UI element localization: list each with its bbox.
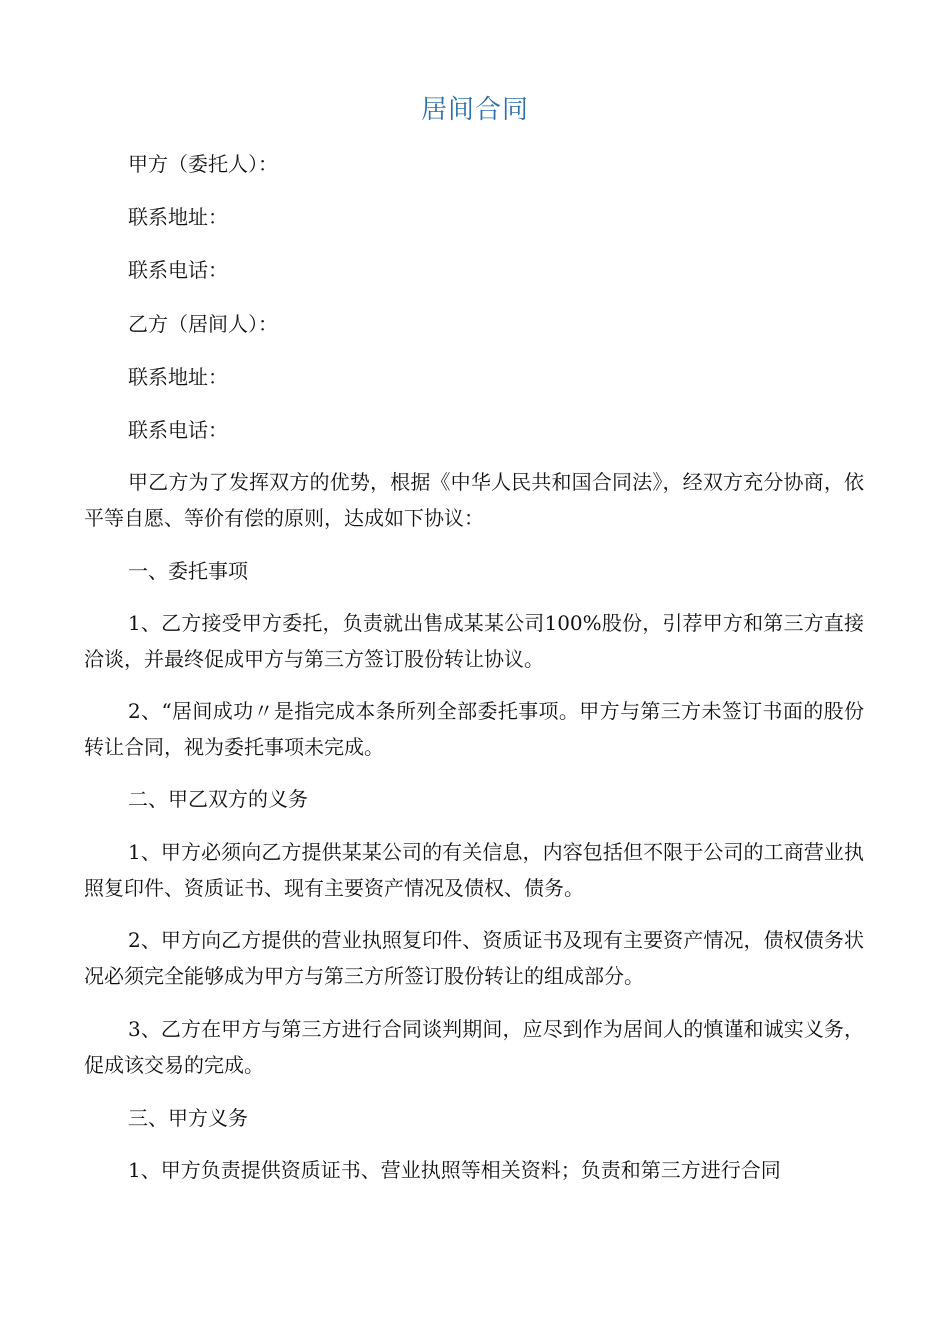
clause-1-2: 2、“居间成功〃是指完成本条所列全部委托事项。甲方与第三方未签订书面的股份转让合同，视为委托事项未完成。: [84, 699, 864, 759]
section-heading-1: 一、委托事项: [128, 559, 248, 583]
party-b-phone: 联系电话：: [128, 418, 228, 442]
party-a-address: 联系地址：: [128, 205, 228, 229]
section-heading-3: 三、甲方义务: [128, 1106, 248, 1130]
party-b-address: 联系地址：: [128, 365, 228, 389]
preamble-paragraph: 甲乙方为了发挥双方的优势，根据《中华人民共和国合同法》，经双方充分协商，依平等自愿、等价有偿的原则，达成如下协议：: [84, 470, 864, 530]
clause-2-2: 2、甲方向乙方提供的营业执照复印件、资质证书及现有主要资产情况，债权债务状况必须完全能够成为甲方与第三方所签订股份转让的组成部分。: [84, 928, 864, 988]
clause-2-1: 1、甲方必须向乙方提供某某公司的有关信息，内容包括但不限于公司的工商营业执照复印件、资质证书、现有主要资产情况及债权、债务。: [84, 840, 864, 900]
clause-1-1: 1、乙方接受甲方委托，负责就出售成某某公司100%股份，引荐甲方和第三方直接洽谈，并最终促成甲方与第三方签订股份转让协议。: [84, 611, 864, 671]
section-heading-2: 二、甲乙双方的义务: [128, 787, 308, 811]
clause-3-1: 1、甲方负责提供资质证书、营业执照等相关资料；负责和第三方进行合同: [128, 1158, 781, 1182]
party-b-label: 乙方（居间人）：: [128, 312, 278, 336]
clause-2-3: 3、乙方在甲方与第三方进行合同谈判期间，应尽到作为居间人的慎谨和诚实义务，促成该交易的完成。: [84, 1017, 864, 1077]
document-title: 居间合同: [420, 95, 529, 125]
party-a-label: 甲方（委托人）：: [128, 152, 278, 176]
party-a-phone: 联系电话：: [128, 258, 228, 282]
